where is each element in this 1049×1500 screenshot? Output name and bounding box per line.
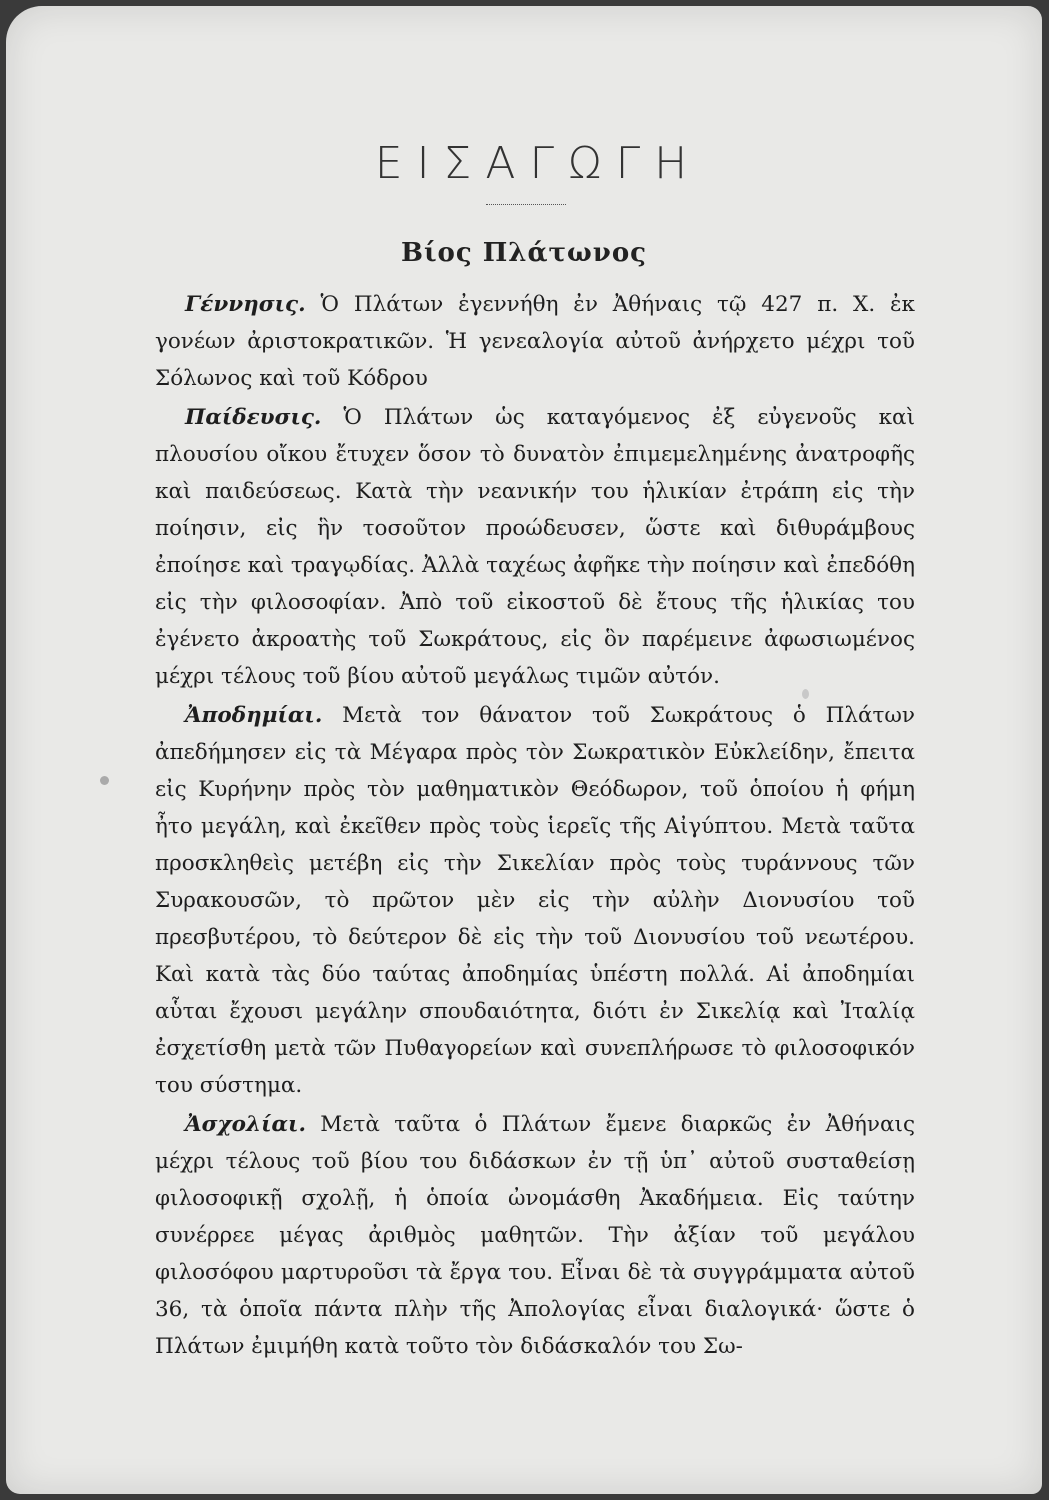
- paragraph-travels: [155, 697, 915, 1104]
- paragraph-occupations: [155, 1106, 915, 1365]
- paragraph-lead: Ἀποδημίαι.: [185, 703, 323, 728]
- paragraph-lead: Ἀσχολίαι.: [185, 1112, 306, 1137]
- paragraph-text: Μετὰ τον θάνατον τοῦ Σωκράτους ὁ Πλάτων ἀπεδήμησεν εἰς τὰ Μέγαρα πρὸς τὸν Σωκρατικὸν Εὐκλείδην, ἔπειτα εἰς Κυρήνην πρὸς τὸν μαθηματικὸν Θεόδωρον, τοῦ ὁποίου ἡ φήμη ἦτο μεγάλη, καὶ ἐκεῖθεν πρὸς τοὺς ἱερεῖς τῆς Αἰγύπτου. Μετὰ ταῦτα προσκληθεὶς μετέβη εἰς τὴν Σικελίαν πρὸς τοὺς τυράννους τῶν Συρακουσῶν, τὸ πρῶτον μὲν εἰς τὴν αὐλὴν Διονυσίου τοῦ πρεσβυτέρου, τὸ δεύτερον δὲ εἰς τὴν τοῦ Διονυσίου τοῦ νεωτέρου. Καὶ κατὰ τὰς δύο ταύτας ἀποδημίας ὑπέστη πολλά. Αἱ ἀποδημίαι αὗται ἔχουσι μεγάλην σπουδαιότητα, διότι ἐν Σικελίᾳ καὶ Ἰταλίᾳ ἐσχετίσθη μετὰ τῶν Πυθαγορείων καὶ συνεπλήρωσε τὸ φιλοσοφικόν του σύστημα.: [155, 703, 915, 1098]
- paragraph-education: [155, 399, 915, 695]
- paragraph-text: Ὁ Πλάτων ὡς καταγόμενος ἐξ εὐγενοῦς καὶ πλουσίου οἴκου ἔτυχεν ὅσον τὸ δυνατὸν ἐπιμεμελημένης ἀνατροφῆς καὶ παιδεύσεως. Κατὰ τὴν νεανικήν του ἡλικίαν ἐτράπη εἰς τὴν ποίησιν, εἰς ἣν τοσοῦτον προώδευσεν, ὥστε καὶ διθυράμβους ἐποίησε καὶ τραγῳδίας. Ἀλλὰ ταχέως ἀφῆκε τὴν ποίησιν καὶ ἐπεδόθη εἰς τὴν φιλοσοφίαν. Ἀπὸ τοῦ εἰκοστοῦ δὲ ἔτους τῆς ἡλικίας του ἐγένετο ἀκροατὴς τοῦ Σωκράτους, εἰς ὃν παρέμεινε ἀφωσιωμένος μέχρι τέλους τοῦ βίου αὐτοῦ μεγάλως τιμῶν αὐτόν.: [155, 405, 915, 689]
- paragraph-text: Μετὰ ταῦτα ὁ Πλάτων ἔμενε διαρκῶς ἐν Ἀθήναις μέχρι τέλους τοῦ βίου του διδάσκων ἐν τῇ ὑπ᾽ αὐτοῦ συσταθείσῃ φιλοσοφικῇ σχολῇ, ἡ ὁποία ὠνομάσθη Ἀκαδήμεια. Εἰς ταύτην συνέρρεε μέγας ἀριθμὸς μαθητῶν. Τὴν ἀξίαν τοῦ μεγάλου φιλοσόφου μαρτυροῦσι τὰ ἔργα του. Εἶναι δὲ τὰ συγγράμματα αὐτοῦ 36, τὰ ὁποῖα πάντα πλὴν τῆς Ἀπολογίας εἶναι διαλογικά· ὥστε ὁ Πλάτων ἐμιμήθη κατὰ τοῦτο τὸν διδάσκαλόν του Σω-: [155, 1112, 915, 1359]
- dotted-divider: [486, 204, 566, 205]
- paragraph-birth: [155, 286, 915, 397]
- body-text: [155, 286, 915, 1365]
- paragraph-lead: Παίδευσις.: [185, 405, 322, 430]
- paragraph-lead: Γέννησις.: [185, 292, 306, 317]
- paper-speck: [802, 689, 809, 699]
- book-page: [6, 6, 1042, 1494]
- section-subtitle: Βίος Πλάτωνος: [400, 238, 648, 268]
- page-heading: ΕΙΣΑΓΩΓΗ: [374, 138, 702, 189]
- paragraph-text: Ὁ Πλάτων ἐγεννήθη ἐν Ἀθήναις τῷ 427 π. Χ. ἐκ γονέων ἀριστοκρατικῶν. Ἡ γενεαλογία αὐτοῦ ἀνήρχετο μέχρι τοῦ Σόλωνος καὶ τοῦ Κόδρου: [155, 292, 915, 391]
- paper-speck: [100, 776, 109, 785]
